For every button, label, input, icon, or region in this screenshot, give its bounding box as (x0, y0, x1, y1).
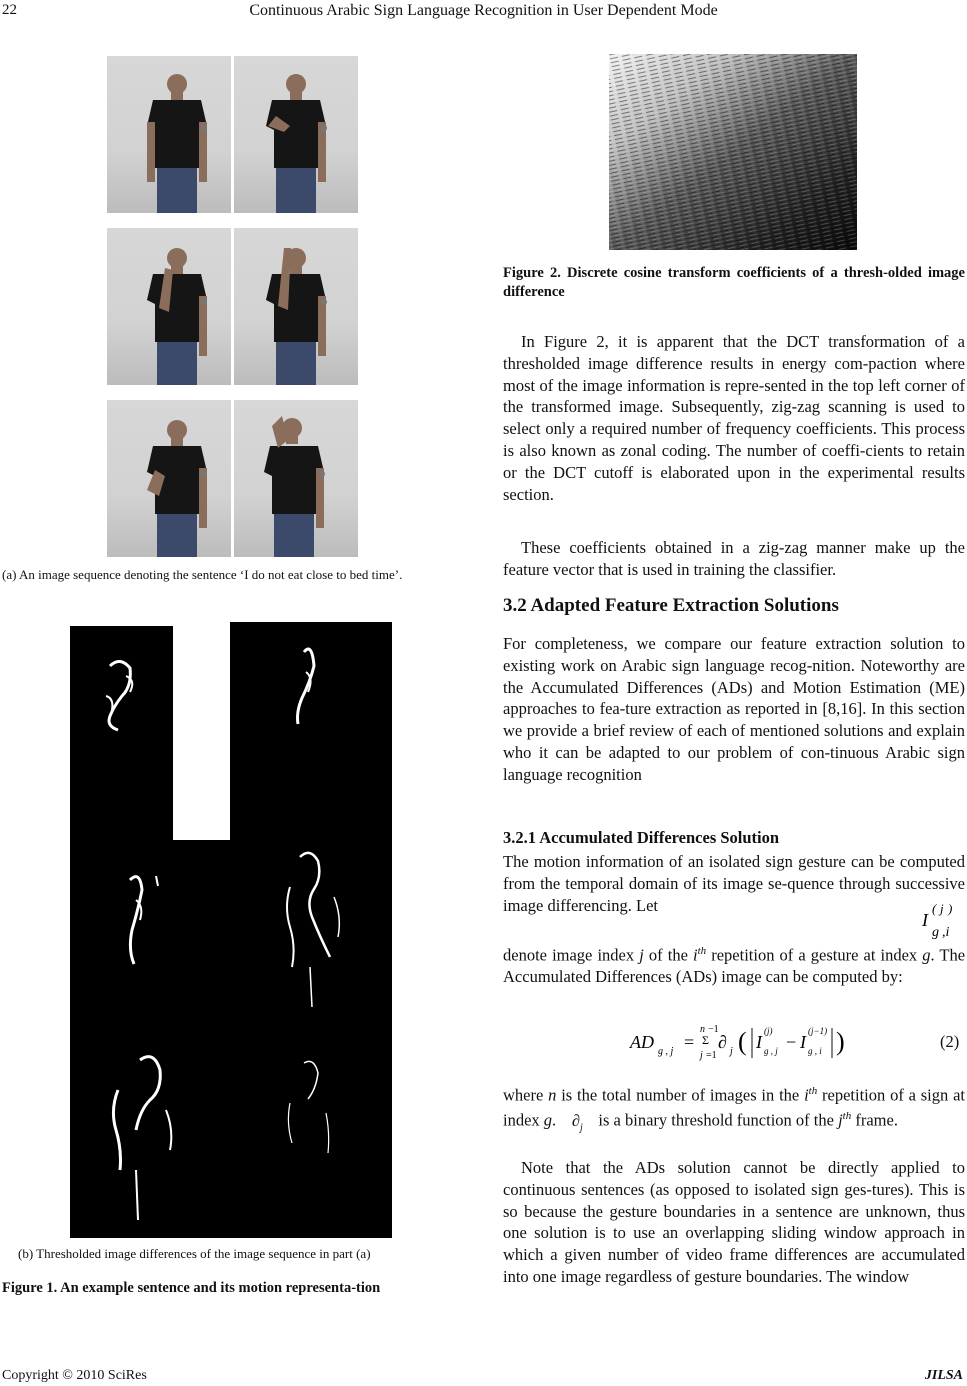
delta-j-symbol: $\partial_j$ (571, 1110, 583, 1134)
svg-text:=1: =1 (706, 1050, 717, 1061)
sequence-frame-6 (234, 400, 358, 557)
svg-text:g , i: g , i (808, 1046, 822, 1056)
threshold-frame-2 (230, 622, 392, 827)
superscript-th: th (697, 945, 707, 957)
svg-text:g , j: g , j (764, 1046, 778, 1056)
figure-2-caption: Figure 2. Discrete cosine transform coefficients of a thresh-olded image difference (503, 265, 965, 300)
equation-2 (628, 1018, 868, 1066)
person-figure (234, 228, 358, 385)
symbol-i-gji (918, 898, 967, 942)
text-fragment: is the total number of images in the (561, 1085, 800, 1105)
svg-text:j: j (700, 1050, 703, 1061)
text-fragment: de (503, 945, 519, 965)
sequence-frame-4 (234, 228, 358, 385)
svg-text:j: j (940, 901, 944, 916)
svg-text:,i: ,i (942, 925, 950, 940)
threshold-frame-5 (70, 1030, 230, 1238)
text-fragment: repetition of a gesture at index (711, 945, 918, 965)
math-symbol (918, 898, 967, 942)
text-fragment: is a binary threshold function of the (598, 1110, 834, 1130)
paragraph-motion-b (503, 941, 965, 988)
svg-text:(: ( (738, 1027, 747, 1056)
motion-blob (70, 840, 230, 1030)
equation-graphic (628, 1018, 868, 1066)
var-j: j (838, 1110, 843, 1130)
var-j: j (639, 945, 644, 965)
var-n: n (548, 1085, 557, 1105)
motion-blob (230, 1033, 392, 1238)
svg-text:n: n (700, 1024, 705, 1035)
svg-text:I: I (756, 1032, 762, 1052)
motion-blob (230, 622, 392, 827)
running-title: Continuous Arabic Sign Language Recognition in User Dependent Mode (249, 2, 718, 19)
svg-text:(j): (j) (764, 1026, 773, 1036)
text-fragment: of the (648, 945, 688, 965)
var-i: i (804, 1085, 809, 1105)
var-g: g (922, 945, 931, 965)
svg-text:Σ: Σ (702, 1033, 709, 1047)
page-number: 22 (2, 2, 17, 18)
copyright: Copyright © 2010 SciRes (2, 1368, 147, 1383)
var-j: j (579, 1122, 583, 1134)
section-title: 3.2 Adapted Feature Extraction Solutions (503, 595, 839, 616)
svg-text:(: ( (932, 901, 937, 916)
text-fragment: frame. (855, 1110, 898, 1130)
svg-text:g , j: g , j (658, 1046, 674, 1057)
svg-text:=: = (684, 1032, 695, 1052)
text-fragment: where (503, 1085, 544, 1105)
svg-text:): ) (836, 1027, 845, 1056)
sequence-frame-5 (107, 400, 231, 557)
sequence-frame-1 (107, 56, 231, 213)
text-fragment: note image index (518, 945, 635, 965)
motion-blob (230, 827, 392, 1033)
motion-blob (70, 1030, 230, 1238)
paragraph-dct: In Figure 2, it is apparent that the DCT transformation of a thresholded image difference results in energy com-paction where most of the image information is repre-sented in the top left corner of the transformed image. Subsequently, zig-zag scanning is used to select only a required number of frequency coefficients. This process is also known as zonal coding. The number of coeffi-cients to retain or the DCT cutoff is elaborated upon in the experimental results section. (503, 332, 965, 504)
figure-1a-caption: (a) An image sequence denoting the sentence ‘I do not eat close to bed time’. (2, 567, 403, 582)
svg-text:AD: AD (630, 1032, 654, 1052)
figure-1-caption: Figure 1. An example sentence and its motion representa-tion (2, 1280, 381, 1296)
equation-number: (2) (940, 1032, 960, 1051)
svg-text:g: g (932, 925, 939, 940)
var-g: g (543, 1110, 553, 1130)
var-i: i (692, 945, 698, 965)
journal-name: JILSA (924, 1368, 963, 1383)
threshold-frame-1 (70, 626, 173, 840)
svg-text:I: I (922, 910, 928, 930)
person-figure (107, 56, 231, 213)
svg-text:(j−1): (j−1) (808, 1026, 828, 1036)
svg-text:I: I (800, 1032, 806, 1052)
svg-text:−: − (786, 1032, 797, 1052)
svg-text:−1: −1 (708, 1024, 719, 1035)
dct-coefficients-texture (609, 54, 857, 250)
sequence-frame-2 (234, 56, 358, 213)
svg-text:j: j (730, 1046, 733, 1057)
superscript-th: th (808, 1085, 818, 1097)
person-figure (234, 400, 358, 557)
person-figure (234, 56, 358, 213)
svg-text:∂: ∂ (718, 1032, 727, 1052)
subsection-title: 3.2.1 Accumulated Differences Solution (503, 828, 780, 847)
person-figure (107, 228, 231, 385)
paragraph-motion-a: The motion information of an isolated sign gesture can be computed from the temporal domain of its image se-quence through successive image differencing. Let (503, 852, 965, 915)
sequence-frame-3 (107, 228, 231, 385)
text-fragment: repetition of a sign at index (503, 1085, 965, 1130)
svg-text:): ) (948, 901, 953, 916)
person-figure (107, 400, 231, 557)
superscript-th: th (842, 1110, 852, 1123)
paragraph-adapted: For completeness, we compare our feature extraction solution to existing work on Arabic sign language recog-nition. Noteworthy are the Accumulated Differences (ADs) and Motion Estimation (ME) approaches to fea-ture extraction as reported in [8,16]. In this section we provide a brief review of each of mentioned solutions and explain who it can be adapted to our problem of con-tinuous Arabic sign language recognition (503, 634, 965, 784)
threshold-frame-3 (70, 840, 230, 1030)
threshold-frame-4 (230, 827, 392, 1033)
paragraph-sliding-window: Note that the ADs solution cannot be directly applied to continuous sentences (as opposed to isolated sign ges-tures). This is so because the gesture boundaries in a sentence are unknown, thus one solution is to use an overlapping sliding window approach in which a given number of video frame differences are accumulated into one image regardless of gesture boundaries. The window (503, 1158, 965, 1286)
text-fragment: . The Accumulated Differences (ADs) image can be computed by: (503, 945, 966, 987)
paragraph-where: where n is the total number of images in the $i^{th}$ repetition of a sign at index g. $\partial_j$ is a binary threshold function of the $j^{th}$ frame. (503, 1081, 965, 1139)
figure-1b-caption: (b) Thresholded image differences of the image sequence in part (a) (18, 1246, 371, 1261)
paragraph-zigzag: These coefficients obtained in a zig-zag manner make up the feature vector that is used in training the classifier. (503, 538, 965, 579)
motion-blob (70, 626, 173, 840)
threshold-frame-6 (230, 1033, 392, 1238)
figure-2-dct-image (609, 54, 857, 250)
